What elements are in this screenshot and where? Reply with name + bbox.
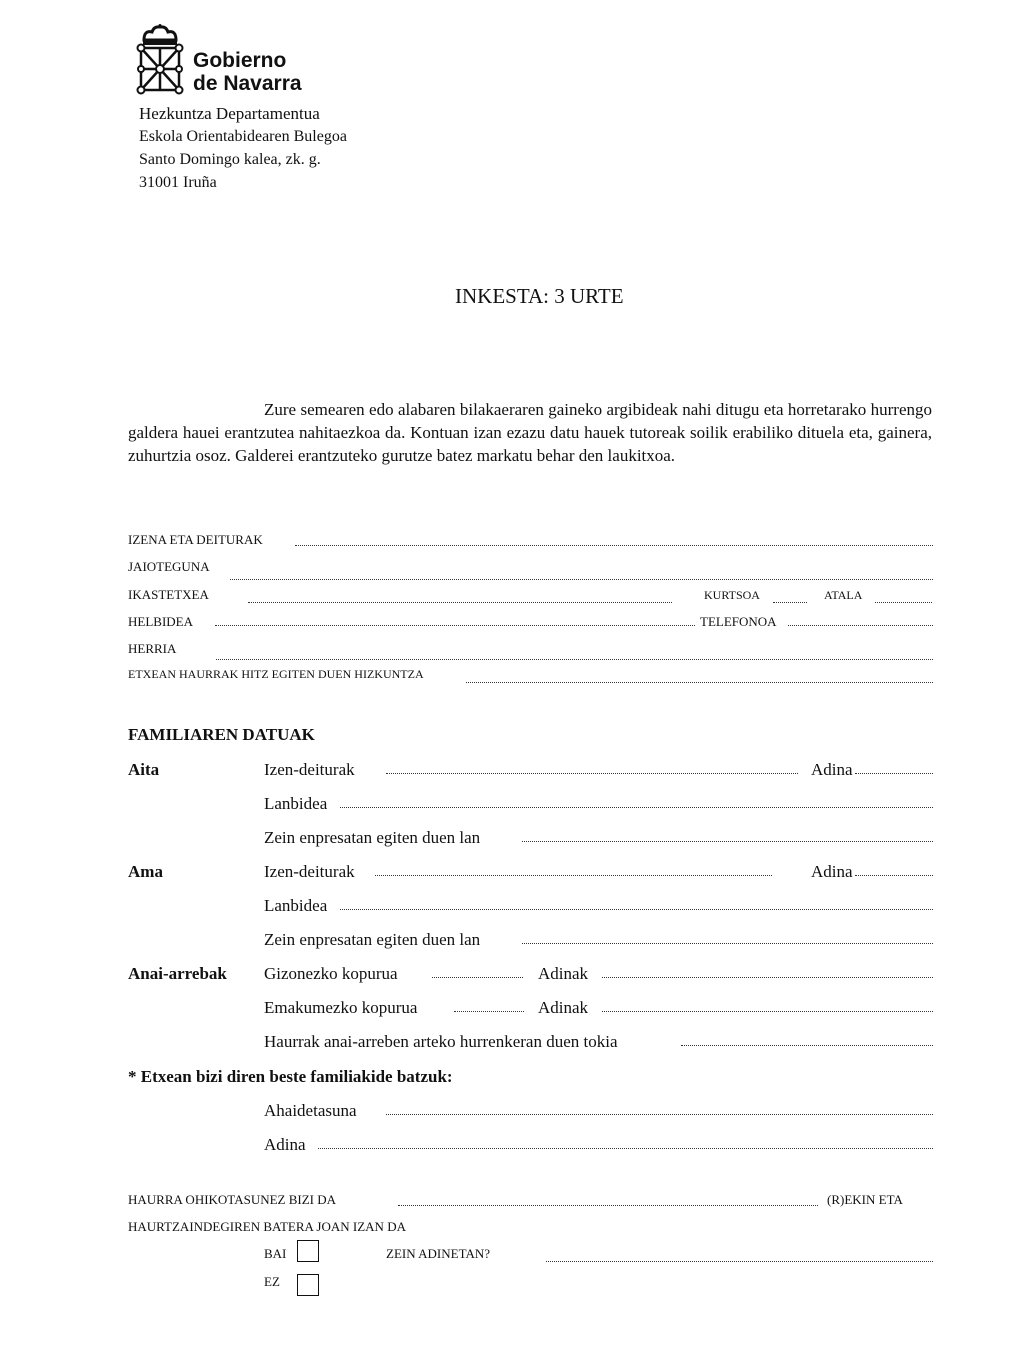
haurtzaindegi-label: HAURTZAINDEGIREN BATERA JOAN IZAN DA <box>128 1219 406 1234</box>
emakumezko-label: Emakumezko kopurua <box>264 998 418 1017</box>
aita-lanbidea-label: Lanbidea <box>264 794 328 813</box>
label-jaioteguna: JAIOTEGUNA <box>128 559 210 574</box>
aita-enpresa-field[interactable] <box>522 841 933 842</box>
emakumezko-adinak-field[interactable] <box>602 1011 933 1012</box>
ez-label: EZ <box>264 1274 280 1289</box>
ohikotasunez-field[interactable] <box>398 1205 818 1206</box>
zein-adinetan-field[interactable] <box>546 1261 933 1262</box>
label-helbidea: HELBIDEA <box>128 614 193 629</box>
page-title: INKESTA: 3 URTE <box>455 284 624 308</box>
ama-lanbidea-field[interactable] <box>340 909 933 910</box>
address-line-3: Santo Domingo kalea, zk. g. <box>139 151 321 168</box>
label-hizkuntza: ETXEAN HAURRAK HITZ EGITEN DUEN HIZKUNTZA <box>128 667 424 681</box>
rekin-label: (R)EKIN ETA <box>827 1192 903 1207</box>
navarra-coat-of-arms-icon <box>136 24 184 96</box>
ama-adina-field[interactable] <box>855 875 933 876</box>
jaioteguna-field[interactable] <box>230 579 933 580</box>
ama-adina-label: Adina <box>811 862 853 881</box>
ama-enpresa-label: Zein enpresatan egiten duen lan <box>264 930 481 949</box>
aita-lanbidea-field[interactable] <box>340 807 933 808</box>
beste-adina-label: Adina <box>264 1135 306 1154</box>
gizonezko-adinak-label: Adinak <box>538 964 589 983</box>
ez-checkbox[interactable] <box>297 1274 319 1296</box>
address-line-2: Eskola Orientabidearen Bulegoa <box>139 128 347 145</box>
label-ama: Ama <box>128 862 163 881</box>
hurrenkera-field[interactable] <box>681 1045 933 1046</box>
atala-field[interactable] <box>875 602 932 603</box>
hurrenkera-label: Haurrak anai-arreben arteko hurrenkeran duen tokia <box>264 1032 618 1051</box>
emakumezko-field[interactable] <box>454 1011 524 1012</box>
aita-izen-field[interactable] <box>386 773 798 774</box>
beste-familiakide-heading: * Etxean bizi diren beste familiakide batzuk: <box>128 1067 453 1086</box>
family-heading: FAMILIAREN DATUAK <box>128 725 315 744</box>
gizonezko-label: Gizonezko kopurua <box>264 964 398 983</box>
helbidea-field[interactable] <box>215 625 695 626</box>
ama-izen-field[interactable] <box>375 875 772 876</box>
hizkuntza-field[interactable] <box>466 682 933 683</box>
aita-adina-label: Adina <box>811 760 853 779</box>
gizonezko-adinak-field[interactable] <box>602 977 933 978</box>
label-telefonoa: TELEFONOA <box>700 614 777 629</box>
emakumezko-adinak-label: Adinak <box>538 998 589 1017</box>
beste-adina-field[interactable] <box>318 1148 933 1149</box>
address-line-4: 31001 Iruña <box>139 174 217 191</box>
ama-lanbidea-label: Lanbidea <box>264 896 328 915</box>
label-kurtsoa: KURTSOA <box>704 588 760 602</box>
label-anai-arrebak: Anai-arrebak <box>128 964 227 983</box>
label-atala: ATALA <box>824 588 863 602</box>
label-herria: HERRIA <box>128 641 177 656</box>
aita-adina-field[interactable] <box>855 773 933 774</box>
ikastetxea-field[interactable] <box>248 602 672 603</box>
zein-adinetan-label: ZEIN ADINETAN? <box>386 1246 491 1261</box>
ohikotasunez-label: HAURRA OHIKOTASUNEZ BIZI DA <box>128 1192 337 1207</box>
ahaidetasuna-label: Ahaidetasuna <box>264 1101 357 1120</box>
intro-paragraph: Zure semearen edo alabaren bilakaeraren gaineko argibideak nahi ditugu eta horretarako hurrengo galdera hauei erantzutea nahitaezkoa da. Kontuan izan ezazu datu hauek tutoreak soilik erabiliko dituela eta, gainera, zuhurtzia osoz. Galderei erantzuteko gurutze batez markatu behar den laukitxoa. <box>128 400 932 465</box>
aita-enpresa-label: Zein enpresatan egiten duen lan <box>264 828 481 847</box>
izena-field[interactable] <box>295 545 933 546</box>
bai-label: BAI <box>264 1246 287 1261</box>
label-ikastetxea: IKASTETXEA <box>128 587 209 602</box>
label-izena: IZENA ETA DEITURAK <box>128 532 263 547</box>
ahaidetasuna-field[interactable] <box>386 1114 933 1115</box>
address-line-1: Hezkuntza Departamentua <box>139 104 320 123</box>
telefonoa-field[interactable] <box>788 625 933 626</box>
ama-izen-label: Izen-deiturak <box>264 862 355 881</box>
ama-enpresa-field[interactable] <box>522 943 933 944</box>
gizonezko-field[interactable] <box>432 977 523 978</box>
logo-line1: Gobierno <box>193 49 287 72</box>
bai-checkbox[interactable] <box>297 1240 319 1262</box>
herria-field[interactable] <box>216 659 933 660</box>
label-aita: Aita <box>128 760 160 779</box>
aita-izen-label: Izen-deiturak <box>264 760 355 779</box>
logo-line2: de Navarra <box>193 72 302 95</box>
kurtsoa-field[interactable] <box>773 602 807 603</box>
